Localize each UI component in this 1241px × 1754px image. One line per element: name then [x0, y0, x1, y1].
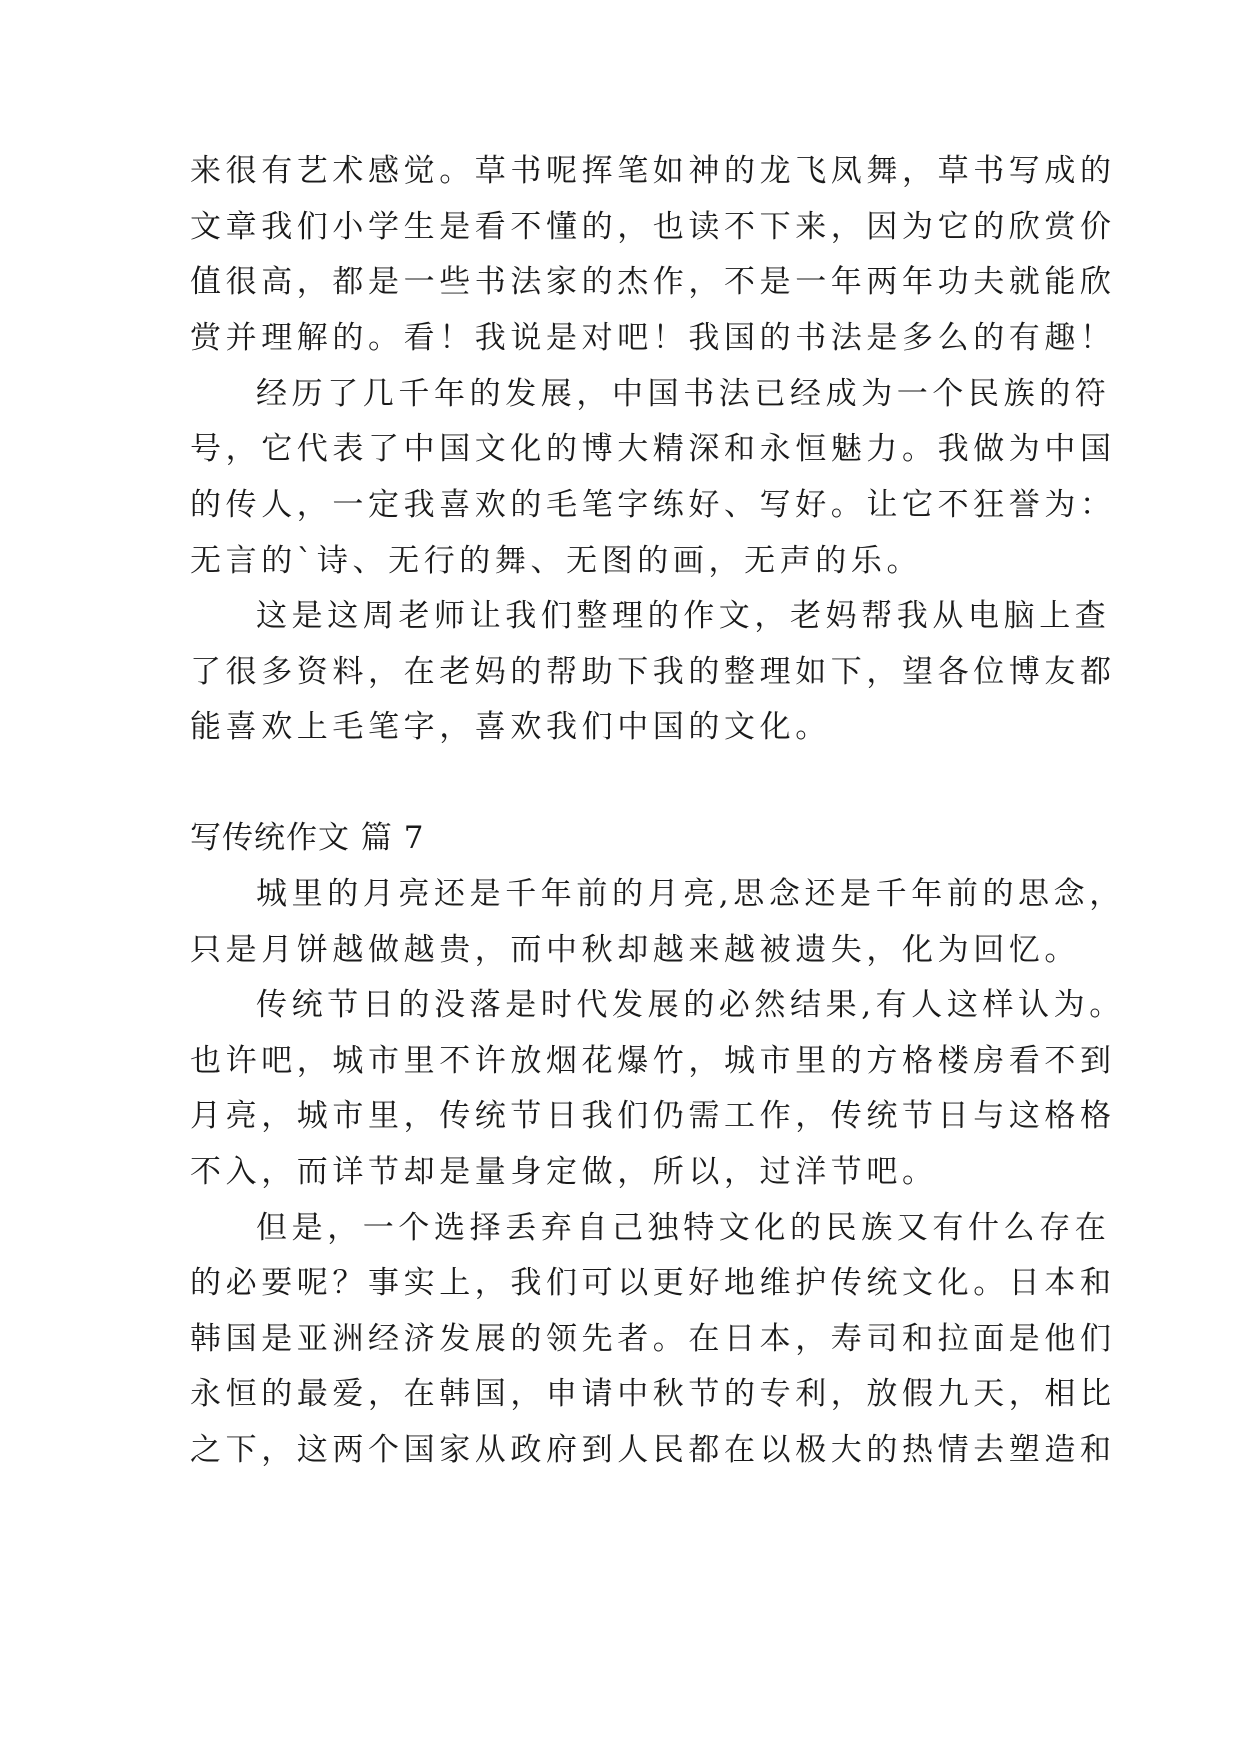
paragraph-line: 来很有艺术感觉。草书呢挥笔如神的龙飞凤舞，草书写成的 [190, 153, 1116, 189]
paragraph-line: 文章我们小学生是看不懂的，也读不下来，因为它的欣赏价 [190, 209, 1116, 245]
paragraph-line: 传统节日的没落是时代发展的必然结果,有人这样认为。 [256, 987, 1125, 1023]
paragraph-line: 号，它代表了中国文化的博大精深和永恒魅力。我做为中国 [190, 431, 1116, 467]
paragraph-line: 这是这周老师让我们整理的作文，老妈帮我从电脑上查 [256, 598, 1111, 634]
paragraph-line: 无言的`诗、无行的舞、无图的画，无声的乐。 [190, 543, 923, 579]
paragraph-line: 永恒的最爱，在韩国，申请中秋节的专利，放假九天，相比 [190, 1376, 1116, 1412]
paragraph-line: 的传人，一定我喜欢的毛笔字练好、写好。让它不狂誉为： [190, 487, 1116, 523]
section-title: 写传统作文 篇 7 [190, 820, 425, 856]
paragraph-line: 也许吧，城市里不许放烟花爆竹，城市里的方格楼房看不到 [190, 1043, 1116, 1079]
paragraph-line: 韩国是亚洲经济发展的领先者。在日本，寿司和拉面是他们 [190, 1321, 1116, 1357]
paragraph-line: 能喜欢上毛笔字，喜欢我们中国的文化。 [190, 709, 831, 745]
paragraph-line: 经历了几千年的发展，中国书法已经成为一个民族的符 [256, 376, 1111, 412]
paragraph-line: 的必要呢？事实上，我们可以更好地维护传统文化。日本和 [190, 1265, 1116, 1301]
paragraph-line: 了很多资料，在老妈的帮助下我的整理如下，望各位博友都 [190, 654, 1116, 690]
paragraph-line: 但是，一个选择丢弃自己独特文化的民族又有什么存在 [256, 1210, 1111, 1246]
paragraph-line: 城里的月亮还是千年前的月亮,思念还是千年前的思念， [256, 876, 1125, 912]
paragraph-line: 值很高，都是一些书法家的杰作，不是一年两年功夫就能欣 [190, 264, 1116, 300]
paragraph-line: 月亮，城市里，传统节日我们仍需工作，传统节日与这格格 [190, 1098, 1116, 1134]
paragraph-line: 只是月饼越做越贵，而中秋却越来越被遗失，化为回忆。 [190, 932, 1080, 968]
paragraph-line: 不入，而详节却是量身定做，所以，过洋节吧。 [190, 1154, 938, 1190]
paragraph-line: 之下，这两个国家从政府到人民都在以极大的热情去塑造和 [190, 1432, 1116, 1468]
paragraph-line: 赏并理解的。看！我说是对吧！我国的书法是多么的有趣！ [190, 320, 1116, 356]
